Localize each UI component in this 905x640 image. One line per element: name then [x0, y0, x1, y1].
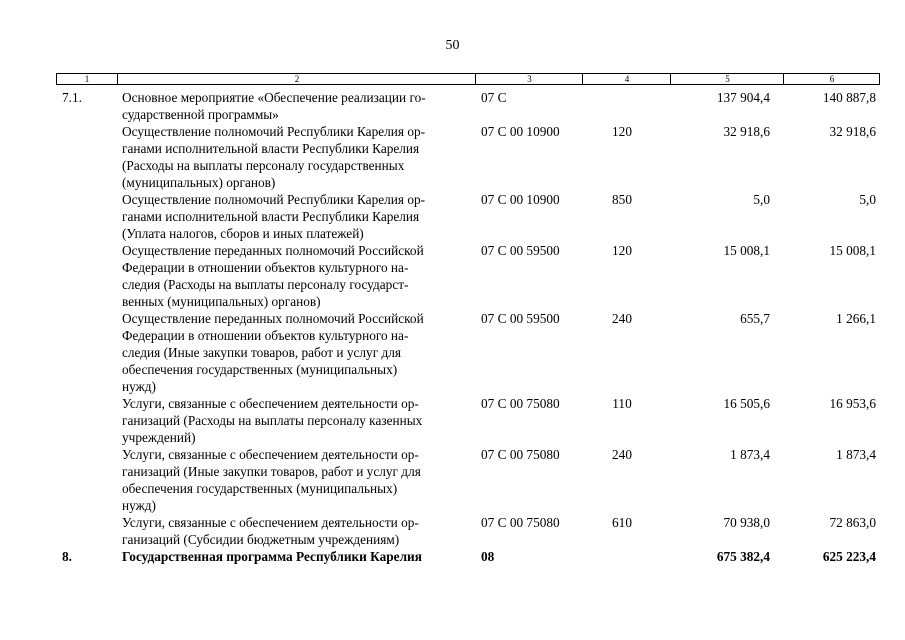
row-name-line: Основное мероприятие «Обеспечение реализации го- [122, 90, 426, 105]
row-value-1: 70 938,0 [723, 515, 770, 530]
row-name-line: сударственной программы» [122, 107, 279, 122]
row-expense-type: 850 [612, 192, 632, 207]
row-value-1: 655,7 [740, 311, 770, 326]
row-name [122, 548, 474, 565]
row-value-2: 5,0 [859, 192, 876, 207]
row-code: 07 С 00 75080 [481, 515, 560, 530]
row-number: 7.1. [62, 90, 82, 105]
row-expense-type: 240 [612, 447, 632, 462]
row-name [122, 514, 474, 548]
row-name-line: Федерации в отношении объектов культурного на- [122, 328, 409, 343]
row-expense-type: 120 [612, 124, 632, 139]
row-expense-type: 610 [612, 515, 632, 530]
row-name-line: Услуги, связанные с обеспечением деятельности ор- [122, 447, 419, 462]
row-value-1: 1 873,4 [730, 447, 770, 462]
row-value-1: 675 382,4 [716, 549, 770, 564]
header-col-1: 1 [84, 74, 90, 84]
row-value-2: 16 953,6 [829, 396, 876, 411]
row-name-line: ганами исполнительной власти Республики Карелия [122, 209, 420, 224]
row-value-2: 32 918,6 [829, 124, 876, 139]
header-col-6: 6 [783, 74, 880, 84]
header-col-4: 4 [582, 74, 671, 84]
header-col-5: 5 [670, 74, 784, 84]
row-name [122, 446, 474, 514]
row-value-1: 16 505,6 [723, 396, 770, 411]
row-name [122, 310, 474, 395]
row-expense-type: 240 [612, 311, 632, 326]
table-header [56, 73, 880, 85]
row-expense-type: 120 [612, 243, 632, 258]
row-name-line: нужд) [122, 379, 156, 394]
row-name-line: ганизаций (Субсидии бюджетным учреждениям) [122, 532, 400, 547]
row-name-line: нужд) [122, 498, 156, 513]
row-name [122, 242, 474, 310]
row-code: 07 С 00 59500 [481, 243, 560, 258]
row-value-2: 1 873,4 [836, 447, 876, 462]
row-name-line: (Расходы на выплаты персоналу государственных [122, 158, 405, 173]
row-name-line: ганизаций (Расходы на выплаты персоналу казенных [122, 413, 423, 428]
row-value-1: 15 008,1 [723, 243, 770, 258]
row-name-line: (Уплата налогов, сборов и иных платежей) [122, 226, 364, 241]
row-code: 07 С 00 75080 [481, 396, 560, 411]
row-name [122, 191, 474, 242]
row-name [122, 89, 474, 123]
row-name-line: (муниципальных) органов) [122, 175, 276, 190]
row-value-1: 5,0 [753, 192, 770, 207]
row-value-1: 137 904,4 [716, 90, 770, 105]
row-value-1: 32 918,6 [723, 124, 770, 139]
row-name-line: Услуги, связанные с обеспечением деятельности ор- [122, 515, 419, 530]
row-code: 07 С 00 10900 [481, 192, 560, 207]
row-value-2: 72 863,0 [829, 515, 876, 530]
row-name-line: Осуществление переданных полномочий Российской [122, 243, 424, 258]
row-code: 07 С 00 75080 [481, 447, 560, 462]
row-name-line: Осуществление полномочий Республики Карелия ор- [122, 124, 426, 139]
page-number: 50 [445, 38, 460, 53]
row-name-line: ганами исполнительной власти Республики Карелия [122, 141, 420, 156]
row-code: 07 С 00 10900 [481, 124, 560, 139]
row-name [122, 123, 474, 191]
row-name-line: обеспечения государственных (муниципальных) [122, 362, 398, 377]
row-name-line: венных (муниципальных) органов) [122, 294, 321, 309]
row-name-line: Государственная программа Республики Карелия [122, 549, 422, 564]
row-code: 07 С 00 59500 [481, 311, 560, 326]
row-code: 08 [481, 549, 495, 564]
row-number: 8. [62, 549, 72, 564]
row-name-line: следия (Расходы на выплаты персоналу государст- [122, 277, 409, 292]
row-name-line: Федерации в отношении объектов культурного на- [122, 260, 409, 275]
row-value-2: 1 266,1 [836, 311, 876, 326]
header-col-3: 3 [475, 74, 583, 84]
row-value-2: 625 223,4 [822, 549, 876, 564]
row-name-line: обеспечения государственных (муниципальных) [122, 481, 398, 496]
row-name-line: ганизаций (Иные закупки товаров, работ и услуг для [122, 464, 421, 479]
row-value-2: 15 008,1 [829, 243, 876, 258]
row-name-line: следия (Иные закупки товаров, работ и услуг для [122, 345, 401, 360]
row-name [122, 395, 474, 446]
header-col-2: 2 [117, 74, 476, 84]
row-code: 07 С [481, 90, 507, 105]
row-name-line: Осуществление переданных полномочий Российской [122, 311, 424, 326]
row-name-line: Услуги, связанные с обеспечением деятельности ор- [122, 396, 419, 411]
row-name-line: учреждений) [122, 430, 196, 445]
row-value-2: 140 887,8 [822, 90, 876, 105]
row-expense-type: 110 [612, 396, 632, 411]
row-name-line: Осуществление полномочий Республики Карелия ор- [122, 192, 426, 207]
